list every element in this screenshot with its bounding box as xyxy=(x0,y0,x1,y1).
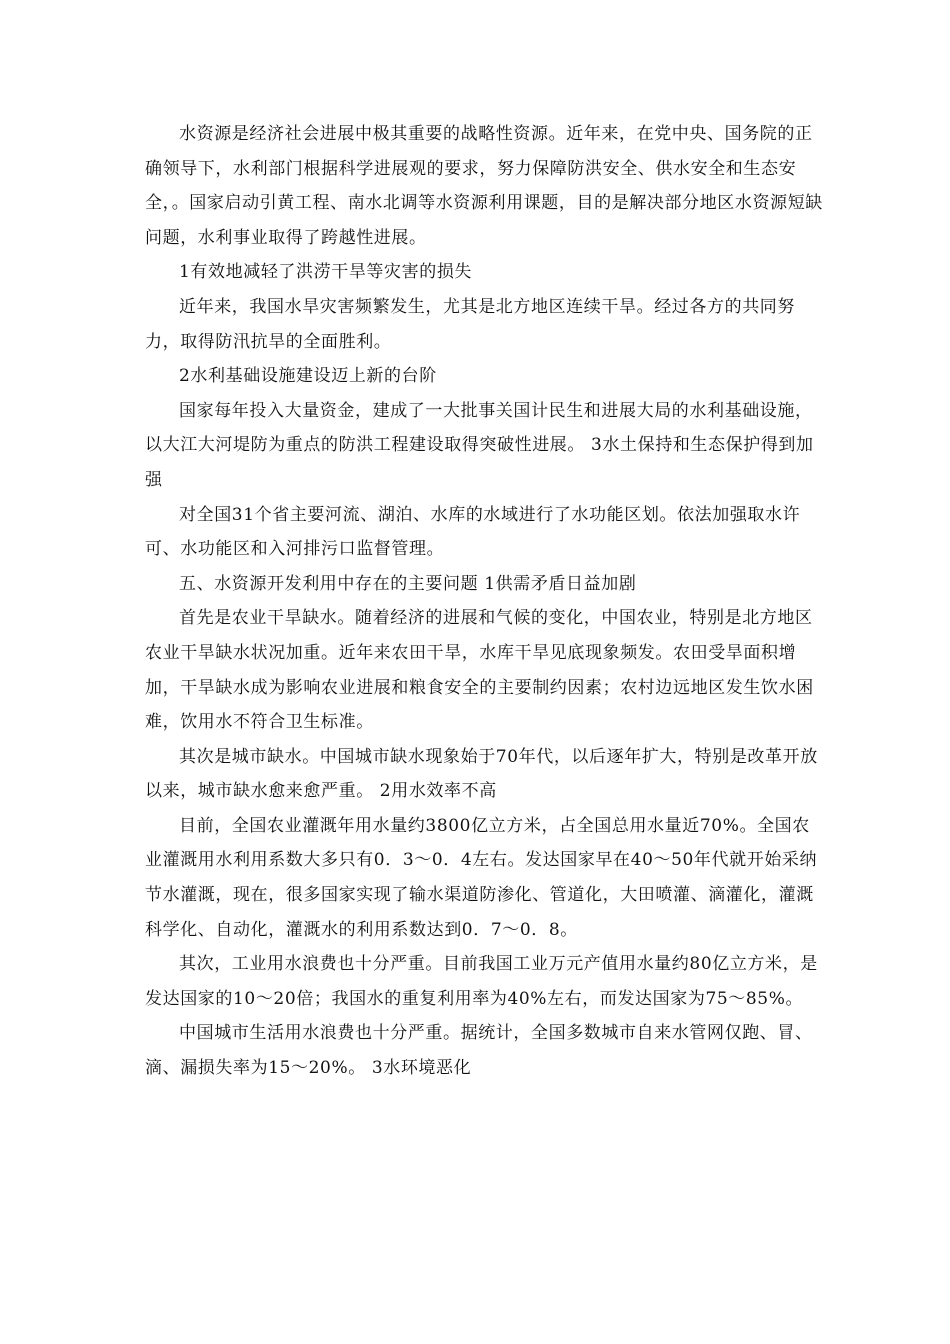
document-body xyxy=(145,117,825,1086)
paragraph-intro: 水资源是经济社会进展中极其重要的战略性资源。近年来，在党中央、国务院的正确领导下，水利部门根据科学进展观的要求，努力保障防洪安全、供水安全和生态安全，。国家启动引黄工程、南水北调等水资源利用课题，目的是解决部分地区水资源短缺问题，水利事业取得了跨越性进展。 xyxy=(145,124,823,248)
paragraph-urban-domestic-waste: 中国城市生活用水浪费也十分严重。据统计，全国多数城市自来水管网仅跑、冒、滴、漏损失率为15～20%。 3水环境恶化 xyxy=(145,1023,813,1079)
paragraph-flood-drought: 近年来，我国水旱灾害频繁发生，尤其是北方地区连续干旱。经过各方的共同努力，取得防汛抗旱的全面胜利。 xyxy=(145,296,795,352)
paragraph-irrigation-efficiency: 目前，全国农业灌溉年用水量约3800亿立方米，占全国总用水量近70%。全国农业灌溉用水利用系数大多只有0．3～0．4左右。发达国家早在40～50年代就开始采纳节水灌溉，现在，很多国家实现了输水渠道防渗化、管道化，大田喷灌、滴灌化，灌溉科学化、自动化，灌溉水的利用系数达到0．7～0．8。 xyxy=(145,815,818,940)
section-heading-2: 2水利基础设施建设迈上新的台阶 xyxy=(179,366,437,387)
section-heading-1: 1有效地减轻了洪涝干旱等灾害的损失 xyxy=(179,262,473,283)
paragraph-agriculture-shortage: 首先是农业干旱缺水。随着经济的进展和气候的变化，中国农业，特别是北方地区农业干旱缺水状况加重。近年来农田干旱，水库干旱见底现象频发。农田受旱面积增加，干旱缺水成为影响农业进展和粮食安全的主要制约因素；农村边远地区发生饮水困难，饮用水不符合卫生标准。 xyxy=(145,608,814,733)
paragraph-urban-shortage: 其次是城市缺水。中国城市缺水现象始于70年代，以后逐年扩大，特别是改革开放以来，城市缺水愈来愈严重。 2用水效率不高 xyxy=(145,746,818,802)
paragraph-water-function-zones: 对全国31个省主要河流、湖泊、水库的水域进行了水功能区划。依法加强取水许可、水功能区和入河排污口监督管理。 xyxy=(145,504,801,560)
section-heading-5: 五、水资源开发利用中存在的主要问题 1供需矛盾日益加剧 xyxy=(179,573,637,594)
paragraph-infrastructure: 国家每年投入大量资金，建成了一大批事关国计民生和进展大局的水利基础设施，以大江大河堤防为重点的防洪工程建设取得突破性进展。 3水土保持和生态保护得到加强 xyxy=(145,400,814,490)
paragraph-industrial-waste: 其次，工业用水浪费也十分严重。目前我国工业万元产值用水量约80亿立方米，是发达国家的10～20倍；我国水的重复利用率为40%左右，而发达国家为75～85%。 xyxy=(145,954,818,1009)
